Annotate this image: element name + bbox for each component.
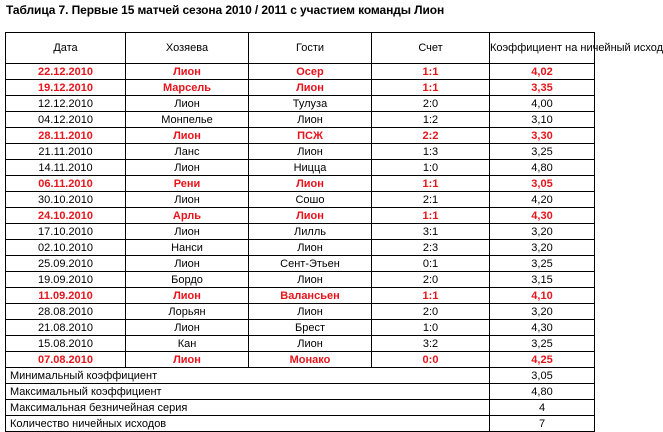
table-row bbox=[6, 320, 595, 336]
header-home: Хозяева bbox=[126, 33, 249, 64]
cell-home: Нанси bbox=[126, 240, 249, 256]
cell-coefficient: 3,10 bbox=[490, 112, 595, 128]
cell-date: 19.09.2010 bbox=[6, 272, 126, 288]
cell-away: Лион bbox=[249, 272, 372, 288]
cell-coefficient: 3,25 bbox=[490, 336, 595, 352]
cell-home: Лион bbox=[126, 256, 249, 272]
table-row bbox=[6, 176, 595, 192]
cell-away: Лион bbox=[249, 240, 372, 256]
cell-away: Сент-Этьен bbox=[249, 256, 372, 272]
summary-label: Максимальный коэффициент bbox=[6, 384, 490, 400]
cell-date: 25.09.2010 bbox=[6, 256, 126, 272]
cell-coefficient: 3,25 bbox=[490, 144, 595, 160]
cell-away: Лион bbox=[249, 112, 372, 128]
cell-score: 3:1 bbox=[372, 224, 490, 240]
cell-coefficient: 3,30 bbox=[490, 128, 595, 144]
cell-coefficient: 3,20 bbox=[490, 240, 595, 256]
table-row bbox=[6, 64, 595, 80]
cell-home: Марсель bbox=[126, 80, 249, 96]
summary-value: 7 bbox=[490, 416, 595, 432]
cell-coefficient: 4,00 bbox=[490, 96, 595, 112]
table-row bbox=[6, 256, 595, 272]
cell-home: Лион bbox=[126, 352, 249, 368]
cell-away: Тулуза bbox=[249, 96, 372, 112]
cell-date: 21.11.2010 bbox=[6, 144, 126, 160]
matches-table bbox=[5, 32, 663, 432]
cell-score: 1:1 bbox=[372, 64, 490, 80]
cell-away: Осер bbox=[249, 64, 372, 80]
cell-home: Лион bbox=[126, 192, 249, 208]
summary-row bbox=[6, 416, 595, 432]
cell-home: Лион bbox=[126, 96, 249, 112]
match-rows bbox=[6, 64, 595, 368]
cell-home: Бордо bbox=[126, 272, 249, 288]
cell-away: Лилль bbox=[249, 224, 372, 240]
cell-away: Брест bbox=[249, 320, 372, 336]
summary-label: Минимальный коэффициент bbox=[6, 368, 490, 384]
summary-value: 3,05 bbox=[490, 368, 595, 384]
cell-home: Рени bbox=[126, 176, 249, 192]
table-row bbox=[6, 352, 595, 368]
cell-home: Лион bbox=[126, 288, 249, 304]
cell-home: Лион bbox=[126, 64, 249, 80]
cell-date: 24.10.2010 bbox=[6, 208, 126, 224]
cell-date: 19.12.2010 bbox=[6, 80, 126, 96]
cell-coefficient: 4,10 bbox=[490, 288, 595, 304]
cell-score: 1:3 bbox=[372, 144, 490, 160]
cell-date: 06.11.2010 bbox=[6, 176, 126, 192]
table-row bbox=[6, 208, 595, 224]
cell-away: Валансьен bbox=[249, 288, 372, 304]
table-row bbox=[6, 288, 595, 304]
cell-date: 15.08.2010 bbox=[6, 336, 126, 352]
table-row bbox=[6, 336, 595, 352]
cell-coefficient: 3,20 bbox=[490, 304, 595, 320]
cell-score: 2:2 bbox=[372, 128, 490, 144]
cell-coefficient: 4,30 bbox=[490, 320, 595, 336]
cell-coefficient: 3,25 bbox=[490, 256, 595, 272]
table-caption: Таблица 7. Первые 15 матчей сезона 2010 / 2011 с участием команды Лион bbox=[6, 3, 445, 17]
table-row bbox=[6, 272, 595, 288]
summary-label: Максимальная безничейная серия bbox=[6, 400, 490, 416]
table-row bbox=[6, 80, 595, 96]
summary-value: 4,80 bbox=[490, 384, 595, 400]
cell-home: Кан bbox=[126, 336, 249, 352]
cell-score: 2:0 bbox=[372, 304, 490, 320]
cell-away: Лион bbox=[249, 144, 372, 160]
cell-coefficient: 4,02 bbox=[490, 64, 595, 80]
cell-score: 3:2 bbox=[372, 336, 490, 352]
header-coefficient: Коэффициент на ничейный исход bbox=[490, 33, 595, 64]
cell-date: 30.10.2010 bbox=[6, 192, 126, 208]
summary-label: Количество ничейных исходов bbox=[6, 416, 490, 432]
cell-score: 0:0 bbox=[372, 352, 490, 368]
cell-home: Лион bbox=[126, 224, 249, 240]
cell-score: 2:1 bbox=[372, 192, 490, 208]
header-row bbox=[6, 33, 595, 64]
cell-home: Ланс bbox=[126, 144, 249, 160]
cell-coefficient: 4,80 bbox=[490, 160, 595, 176]
cell-coefficient: 3,05 bbox=[490, 176, 595, 192]
cell-score: 1:1 bbox=[372, 80, 490, 96]
cell-date: 07.08.2010 bbox=[6, 352, 126, 368]
cell-home: Арль bbox=[126, 208, 249, 224]
summary-row bbox=[6, 400, 595, 416]
cell-home: Лион bbox=[126, 320, 249, 336]
cell-date: 22.12.2010 bbox=[6, 64, 126, 80]
cell-date: 02.10.2010 bbox=[6, 240, 126, 256]
cell-away: Лион bbox=[249, 208, 372, 224]
cell-away: Сошо bbox=[249, 192, 372, 208]
cell-score: 2:0 bbox=[372, 272, 490, 288]
table-row bbox=[6, 96, 595, 112]
cell-date: 04.12.2010 bbox=[6, 112, 126, 128]
cell-away: Лион bbox=[249, 176, 372, 192]
summary-row bbox=[6, 384, 595, 400]
cell-date: 28.11.2010 bbox=[6, 128, 126, 144]
header-score: Счет bbox=[372, 33, 490, 64]
cell-home: Лорьян bbox=[126, 304, 249, 320]
cell-home: Лион bbox=[126, 160, 249, 176]
table-row bbox=[6, 304, 595, 320]
cell-home: Лион bbox=[126, 128, 249, 144]
cell-away: ПСЖ bbox=[249, 128, 372, 144]
cell-score: 1:1 bbox=[372, 176, 490, 192]
cell-score: 1:0 bbox=[372, 160, 490, 176]
cell-coefficient: 3,35 bbox=[490, 80, 595, 96]
cell-away: Ницца bbox=[249, 160, 372, 176]
cell-away: Лион bbox=[249, 80, 372, 96]
cell-score: 1:2 bbox=[372, 112, 490, 128]
summary-value: 4 bbox=[490, 400, 595, 416]
cell-score: 1:1 bbox=[372, 208, 490, 224]
table-row bbox=[6, 128, 595, 144]
header-date: Дата bbox=[6, 33, 126, 64]
cell-away: Лион bbox=[249, 336, 372, 352]
cell-coefficient: 4,30 bbox=[490, 208, 595, 224]
cell-home: Монпелье bbox=[126, 112, 249, 128]
cell-away: Монако bbox=[249, 352, 372, 368]
cell-score: 1:1 bbox=[372, 288, 490, 304]
table-row bbox=[6, 240, 595, 256]
table-row bbox=[6, 224, 595, 240]
cell-date: 17.10.2010 bbox=[6, 224, 126, 240]
cell-date: 28.08.2010 bbox=[6, 304, 126, 320]
cell-coefficient: 3,20 bbox=[490, 224, 595, 240]
cell-date: 12.12.2010 bbox=[6, 96, 126, 112]
cell-score: 2:0 bbox=[372, 96, 490, 112]
table-row bbox=[6, 192, 595, 208]
cell-coefficient: 4,20 bbox=[490, 192, 595, 208]
table-row bbox=[6, 112, 595, 128]
table-row bbox=[6, 144, 595, 160]
cell-score: 0:1 bbox=[372, 256, 490, 272]
cell-date: 21.08.2010 bbox=[6, 320, 126, 336]
header-away: Гости bbox=[249, 33, 372, 64]
summary-rows bbox=[6, 368, 595, 432]
cell-date: 11.09.2010 bbox=[6, 288, 126, 304]
cell-score: 2:3 bbox=[372, 240, 490, 256]
table-row bbox=[6, 160, 595, 176]
cell-away: Лион bbox=[249, 304, 372, 320]
cell-coefficient: 4,25 bbox=[490, 352, 595, 368]
cell-coefficient: 3,15 bbox=[490, 272, 595, 288]
cell-date: 14.11.2010 bbox=[6, 160, 126, 176]
cell-score: 1:0 bbox=[372, 320, 490, 336]
summary-row bbox=[6, 368, 595, 384]
